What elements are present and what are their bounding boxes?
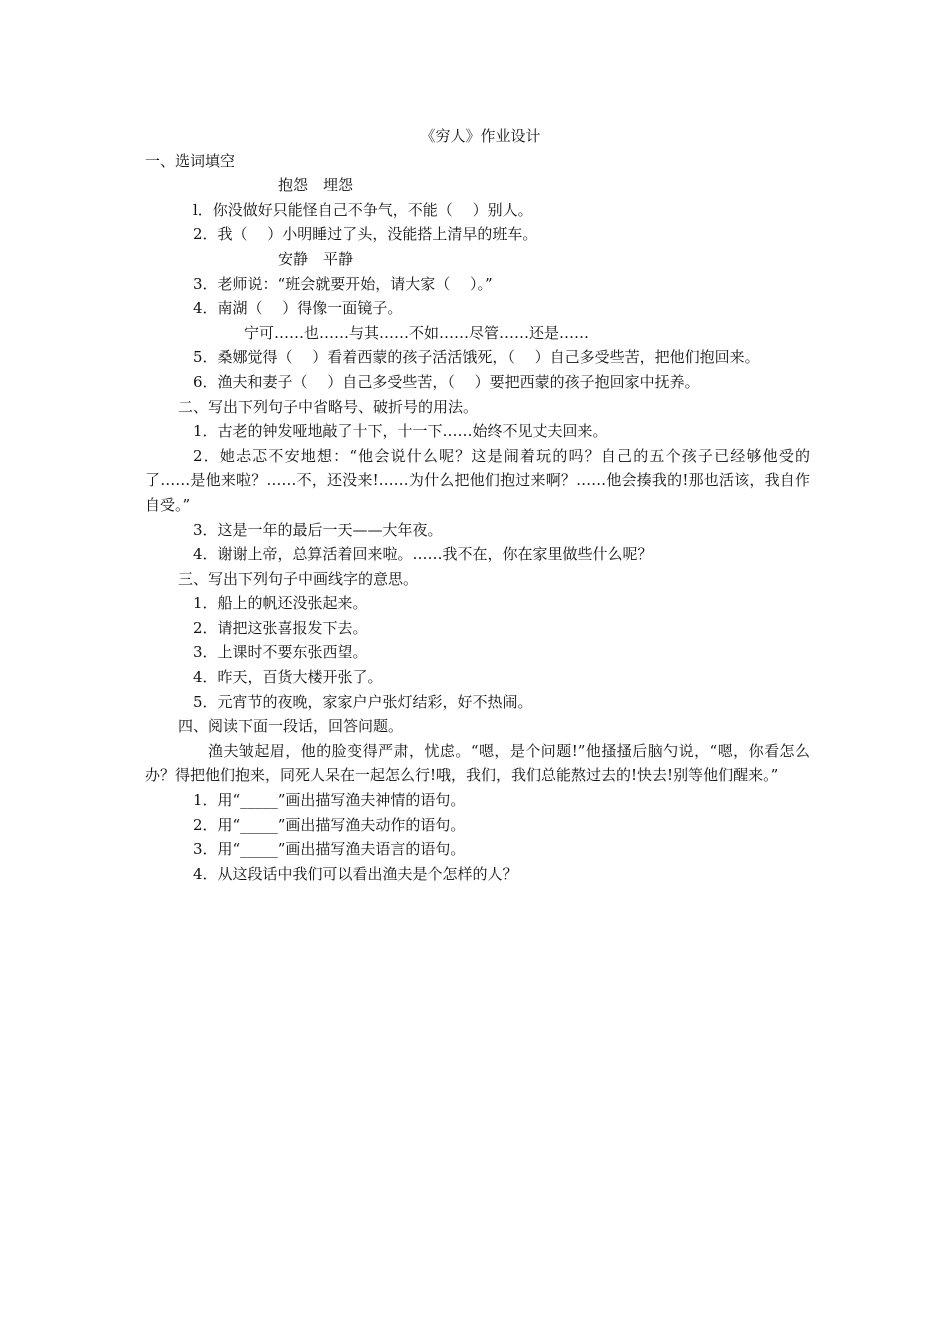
s2-item-2: 2．她忐忑不安地想：“他会说什么呢？这是闹着玩的吗？自己的五个孩子已经够他受的了……是他来啦？……不，还没来!……为什么把他们抱过来啊？……他会揍我的!那也活该，我自作自受。”: [145, 446, 810, 514]
reading-passage: 渔夫皱起眉，他的脸变得严肃，忧虑。“嗯，是个问题!”他搔搔后脑勺说，“嗯，你看怎么办？得把他们抱来，同死人呆在一起怎么行!哦，我们，我们总能熬过去的!快去!别等他们醒来。”: [145, 741, 810, 785]
word-choice-c: 宁可……也……与其……不如……尽管……还是……: [244, 323, 590, 342]
word-choice-a: 抱怨 埋怨: [278, 176, 354, 195]
s3-item-5: 5．元宵节的夜晚，家家户户张灯结彩，好不热闹。: [193, 692, 533, 711]
section4-heading: 四、阅读下面一段话，回答问题。: [178, 717, 404, 736]
page-title: 《穷人》作业设计: [420, 127, 541, 145]
s4-question-2: 2．用“_____”画出描写渔夫动作的语句。: [193, 815, 466, 834]
section3-heading: 三、写出下列句子中画线字的意思。: [178, 569, 419, 588]
s1-item-5: 5．桑娜觉得（ ）看着西蒙的孩子活活饿死，（ ）自己多受些苦，把他们抱回来。: [193, 348, 760, 367]
worksheet-page: [145, 124, 810, 886]
s3-item-2: 2．请把这张喜报发下去。: [193, 618, 368, 637]
section1-heading: 一、选词填空: [145, 151, 236, 170]
s3-item-3: 3．上课时不要东张西望。: [193, 643, 368, 662]
s4-question-4: 4．从这段话中我们可以看出渔夫是个怎样的人？: [193, 864, 518, 883]
s1-item-1: l．你没做好只能怪自己不争气，不能（ ）别人。: [193, 200, 533, 219]
s2-item-4: 4．谢谢上帝，总算活着回来啦。……我不在，你在家里做些什么呢？: [193, 545, 653, 564]
word-choice-b: 安静 平静: [278, 249, 354, 268]
s3-item-1: 1．船上的帆还没张起来。: [193, 594, 368, 613]
section2-heading: 二、写出下列句子中省略号、破折号的用法。: [178, 397, 479, 416]
s4-question-3: 3．用“_____”画出描写渔夫语言的语句。: [193, 840, 466, 859]
s1-item-2: 2．我（ ）小明睡过了头，没能搭上清早的班车。: [193, 225, 538, 244]
s4-question-1: 1．用“_____”画出描写渔夫神情的语句。: [193, 791, 466, 810]
s1-item-6: 6．渔夫和妻子（ ）自己多受些苦，（ ）要把西蒙的孩子抱回家中抚养。: [193, 372, 700, 391]
s1-item-3: 3．老师说：“班会就要开始，请大家（ ）。”: [193, 274, 493, 293]
s3-item-4: 4．昨天，百货大楼开张了。: [193, 668, 383, 687]
s2-item-3: 3．这是一年的最后一天——大年夜。: [193, 520, 443, 539]
s2-item-1: 1．古老的钟发哑地敲了十下，十一下……始终不见丈夫回来。: [193, 422, 608, 441]
s1-item-4: 4．南湖（ ）得像一面镜子。: [193, 299, 403, 318]
